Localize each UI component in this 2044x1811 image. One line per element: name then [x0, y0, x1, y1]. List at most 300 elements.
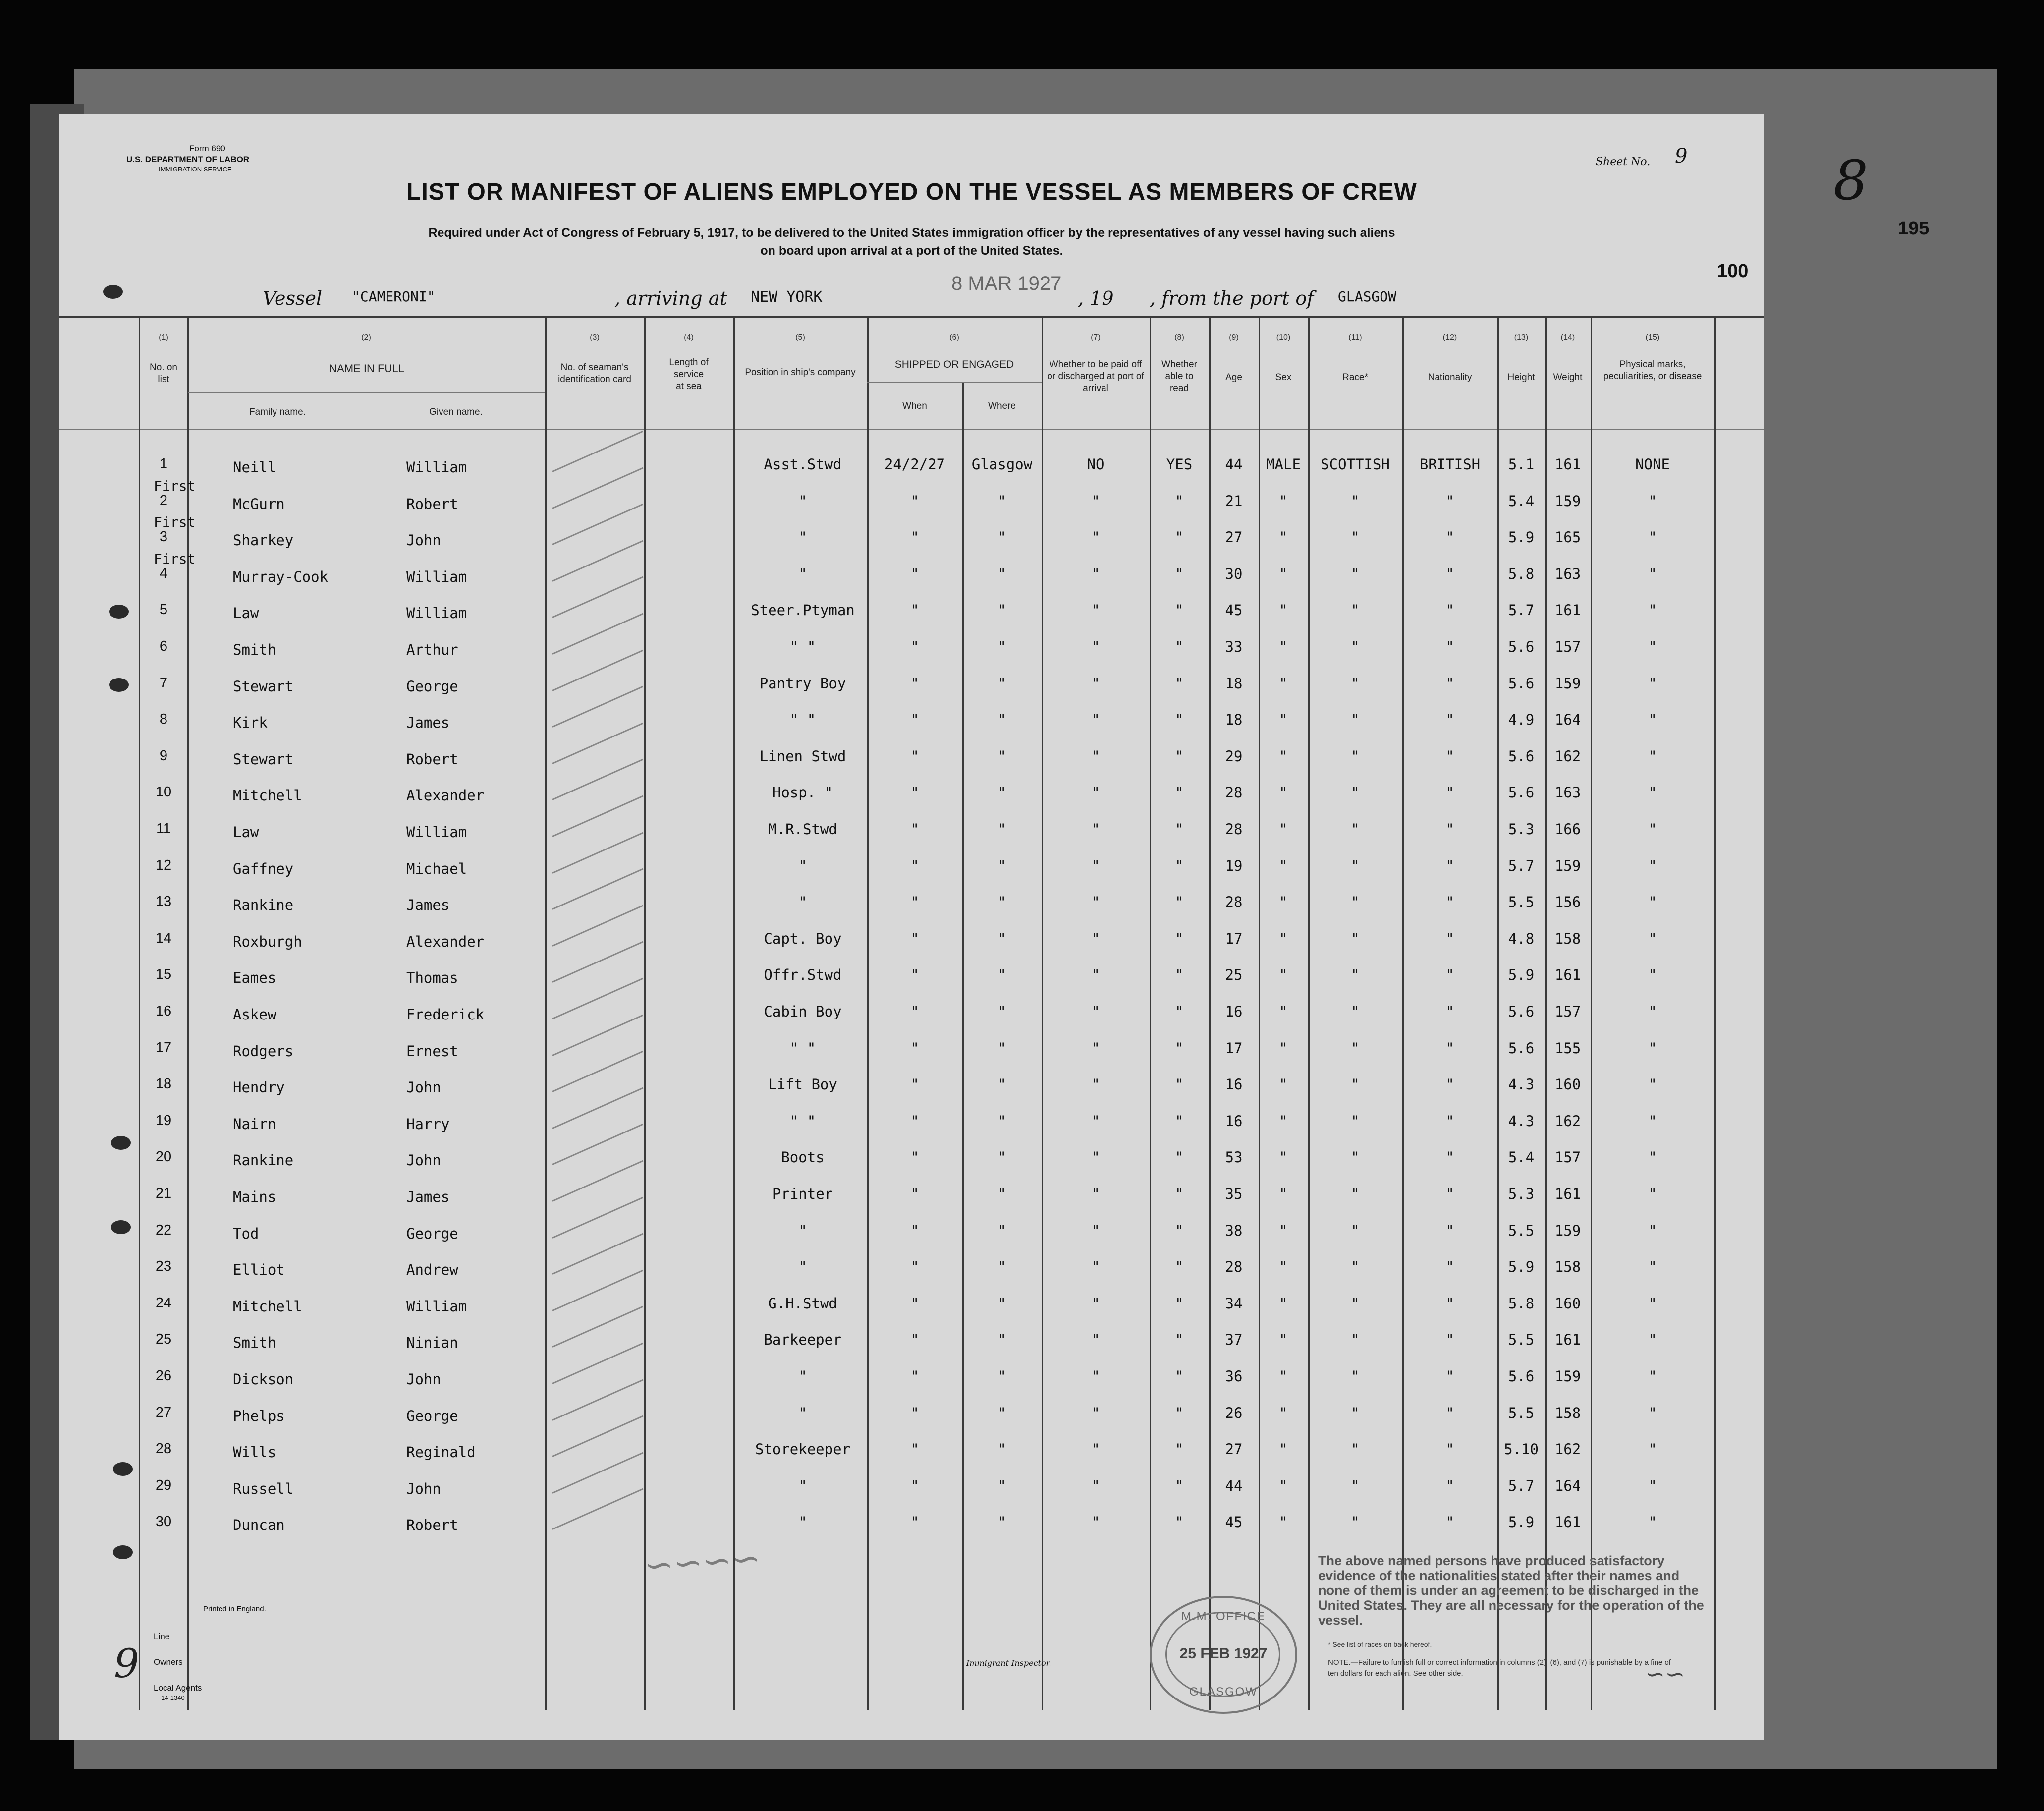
cell-paid-off: " [1091, 1295, 1100, 1312]
year-label: , 19 [1078, 287, 1114, 309]
id-check-mark [552, 467, 643, 509]
cell-weight: 157 [1554, 1003, 1581, 1020]
punch-hole [109, 605, 129, 619]
cell-position: Linen Stwd [759, 747, 846, 765]
col-number: (10) [1276, 333, 1291, 341]
form-title: LIST OR MANIFEST OF ALIENS EMPLOYED ON THE VESSEL AS MEMBERS OF CREW [406, 179, 1417, 205]
id-check-mark [552, 431, 643, 472]
cell-position: Printer [772, 1186, 833, 1202]
id-check-mark [552, 1087, 643, 1129]
cell-no: 21 [155, 1186, 172, 1201]
cell-when: " [910, 747, 919, 765]
cell-age: 17 [1225, 1039, 1243, 1057]
cell-family-name: Mitchell [233, 1298, 302, 1315]
cell-physical-marks: " [1648, 966, 1657, 984]
cell-weight: 158 [1554, 1404, 1581, 1421]
cell-given-name: Thomas [406, 969, 458, 987]
cell-height: 5.5 [1508, 894, 1535, 911]
cell-sex: " [1279, 747, 1288, 765]
cell-able-read: " [1175, 747, 1184, 765]
race-footnote: * See list of races on back hereof. [1328, 1641, 1432, 1648]
cell-paid-off: " [1091, 1076, 1100, 1093]
cell-age: 21 [1225, 492, 1243, 509]
cell-nationality: " [1445, 675, 1454, 692]
id-check-mark [552, 1196, 643, 1238]
cell-nationality: " [1445, 784, 1454, 801]
cell-age: 28 [1225, 784, 1243, 801]
cell-age: 34 [1225, 1295, 1243, 1312]
cell-given-name: Harry [406, 1115, 450, 1132]
cell-paid-off: " [1091, 1039, 1100, 1057]
header-paid-off: Whether to be paid off or discharged at port of arrival [1047, 359, 1144, 394]
cell-sex: " [1279, 1003, 1288, 1020]
cell-weight: 161 [1554, 966, 1581, 984]
cell-height: 5.10 [1504, 1441, 1539, 1458]
cell-no: 1 [159, 456, 168, 472]
cell-position: " [798, 1514, 807, 1531]
cell-age: 45 [1225, 1514, 1243, 1531]
cell-sex: " [1279, 1149, 1288, 1166]
cell-age: 36 [1225, 1368, 1243, 1385]
cell-family-name: Rankine [233, 897, 294, 914]
cell-physical-marks: " [1648, 565, 1657, 582]
header-when: When [902, 401, 927, 411]
office-stamp [1150, 1596, 1297, 1714]
cell-weight: 161 [1554, 1186, 1581, 1202]
punch-hole [109, 678, 129, 692]
cell-able-read: " [1175, 492, 1184, 509]
cell-position: " " [789, 1112, 816, 1130]
stamp-bottom-text: GLASGOW [1189, 1685, 1258, 1698]
cell-where: " [997, 821, 1006, 838]
cell-no: 19 [155, 1112, 172, 1129]
col-number: (11) [1348, 333, 1362, 341]
cell-race: " [1351, 1149, 1360, 1166]
cell-age: 35 [1225, 1186, 1243, 1202]
cell-height: 5.6 [1508, 675, 1535, 692]
department-label: U.S. DEPARTMENT OF LABOR [126, 155, 250, 164]
cell-nationality: " [1445, 1404, 1454, 1421]
cell-height: 5.8 [1508, 565, 1535, 582]
cell-height: 5.7 [1508, 1477, 1535, 1494]
cell-able-read: " [1175, 1404, 1184, 1421]
id-check-mark [552, 1270, 643, 1311]
cell-age: 18 [1225, 675, 1243, 692]
certification-text: The above named persons have produced satisfactory evidence of the nationalities stated after their names and none of them is under an agreement to be discharged in the United States. They are all necessary for the operation of the vessel. [1318, 1553, 1704, 1628]
cell-nationality: " [1445, 711, 1454, 729]
cell-family-name: Murray-Cook [233, 568, 329, 585]
cell-family-name: Stewart [233, 678, 294, 695]
date-stamp: 8 MAR 1927 [951, 273, 1062, 294]
cell-no: 26 [155, 1368, 172, 1384]
cell-paid-off: " [1091, 857, 1100, 874]
cell-race: " [1351, 966, 1360, 984]
cell-race: " [1351, 1404, 1360, 1421]
cell-sex: " [1279, 711, 1288, 729]
cell-position: Pantry Boy [759, 675, 846, 692]
cell-able-read: " [1175, 1295, 1184, 1312]
cell-race: " [1351, 1076, 1360, 1093]
cell-race: " [1351, 1039, 1360, 1057]
cell-physical-marks: " [1648, 1295, 1657, 1312]
cell-race: " [1351, 1112, 1360, 1130]
cell-weight: 156 [1554, 894, 1581, 911]
cell-race: " [1351, 1514, 1360, 1531]
cell-weight: 161 [1554, 602, 1581, 619]
cell-able-read: " [1175, 857, 1184, 874]
cell-physical-marks: " [1648, 1441, 1657, 1458]
cell-able-read: " [1175, 1149, 1184, 1166]
cell-given-name: James [406, 897, 450, 914]
cell-weight: 164 [1554, 1477, 1581, 1494]
cell-where: " [997, 1149, 1006, 1166]
header-length-service: Length of service at sea [669, 357, 709, 392]
cell-paid-off: " [1091, 821, 1100, 838]
cell-physical-marks: " [1648, 711, 1657, 729]
cell-physical-marks: NONE [1635, 456, 1670, 473]
service-label: IMMIGRATION SERVICE [159, 166, 232, 173]
cell-sex: " [1279, 1441, 1288, 1458]
col-number: (3) [590, 333, 600, 341]
cell-sex: MALE [1266, 456, 1301, 473]
cell-able-read: " [1175, 1258, 1184, 1276]
id-check-mark [552, 1233, 643, 1275]
id-check-mark [552, 649, 643, 691]
sheet-number: 9 [1675, 145, 1688, 168]
cell-nationality: " [1445, 1186, 1454, 1202]
cell-weight: 157 [1554, 638, 1581, 655]
owners-label: Owners [154, 1657, 183, 1667]
cell-family-name: Askew [233, 1006, 276, 1023]
cell-when: " [910, 1368, 919, 1385]
cell-position: " [798, 1404, 807, 1421]
cell-nationality: " [1445, 966, 1454, 984]
header-given-name: Given name. [429, 407, 483, 417]
punch-hole [111, 1136, 131, 1150]
col-number: (1) [159, 333, 168, 341]
cell-no: 16 [155, 1003, 172, 1019]
cell-height: 4.9 [1508, 711, 1535, 729]
cell-family-name: Nairn [233, 1115, 276, 1132]
cell-race: " [1351, 529, 1360, 546]
cell-physical-marks: " [1648, 1076, 1657, 1093]
col-divider [733, 317, 735, 1710]
col-number: (5) [795, 333, 805, 341]
cell-sex: " [1279, 602, 1288, 619]
cell-family-name: McGurn [233, 495, 285, 512]
cell-physical-marks: " [1648, 602, 1657, 619]
cell-physical-marks: " [1648, 857, 1657, 874]
cell-where: " [997, 602, 1006, 619]
cell-able-read: " [1175, 711, 1184, 729]
id-check-mark [552, 723, 643, 764]
cell-where: " [997, 894, 1006, 911]
cell-race: " [1351, 1258, 1360, 1276]
cell-paid-off: " [1091, 1477, 1100, 1494]
cell-family-name: Law [233, 824, 259, 841]
header-weight: Weight [1553, 372, 1583, 383]
fine-note: NOTE.—Failure to furnish full or correct information in columns (2), (6), and (7) is punishable by a fine of ten dollars for each alien. See other side. [1328, 1658, 1671, 1678]
cell-race: " [1351, 492, 1360, 509]
cell-family-name: Wills [233, 1444, 276, 1461]
cell-weight: 159 [1554, 1222, 1581, 1239]
cell-sex: " [1279, 894, 1288, 911]
cell-paid-off: " [1091, 1149, 1100, 1166]
cell-family-name: Smith [233, 1334, 276, 1352]
cell-sex: " [1279, 565, 1288, 582]
cell-no: 23 [155, 1258, 172, 1275]
cell-family-name: Tod [233, 1225, 259, 1242]
cell-age: 38 [1225, 1222, 1243, 1239]
cell-nationality: " [1445, 492, 1454, 509]
id-check-mark [552, 1452, 643, 1494]
cell-family-name: Smith [233, 641, 276, 658]
cell-when: " [910, 1186, 919, 1202]
cell-sex: " [1279, 638, 1288, 655]
agents-label: Local Agents [154, 1683, 202, 1693]
cell-given-name: Michael [406, 860, 467, 877]
header-race: Race* [1342, 372, 1368, 383]
cell-physical-marks: " [1648, 1149, 1657, 1166]
name-subheader-rule [188, 392, 545, 393]
cell-sex: " [1279, 1331, 1288, 1349]
cell-given-name: John [406, 532, 441, 549]
cell-height: 5.6 [1508, 1039, 1535, 1057]
cell-no: 10 [155, 784, 172, 800]
cell-race: " [1351, 784, 1360, 801]
id-check-mark [552, 540, 643, 582]
header-family-name: Family name. [249, 407, 306, 417]
cell-weight: 159 [1554, 857, 1581, 874]
cell-no: 13 [155, 894, 172, 910]
cell-given-name: James [406, 714, 450, 732]
cell-given-name: William [406, 824, 467, 841]
cell-age: 27 [1225, 1441, 1243, 1458]
cell-paid-off: " [1091, 784, 1100, 801]
cell-height: 5.9 [1508, 1258, 1535, 1276]
cell-position: Hosp. " [772, 784, 833, 801]
cell-no: 30 [155, 1514, 172, 1530]
cell-sex: " [1279, 1368, 1288, 1385]
cell-race: " [1351, 602, 1360, 619]
cell-family-name: Law [233, 605, 259, 622]
header-shipped: SHIPPED OR ENGAGED [894, 359, 1014, 370]
cell-race: " [1351, 638, 1360, 655]
cell-family-name: Mains [233, 1188, 276, 1205]
cell-where: Glasgow [971, 456, 1033, 473]
id-check-mark [552, 832, 643, 873]
cell-family-name: Phelps [233, 1407, 285, 1424]
cell-where: " [997, 857, 1006, 874]
cell-weight: 160 [1554, 1295, 1581, 1312]
cell-height: 5.7 [1508, 602, 1535, 619]
cell-position: Cabin Boy [764, 1003, 842, 1020]
cell-when: " [910, 857, 919, 874]
cell-height: 5.5 [1508, 1331, 1535, 1349]
cell-position: " [798, 529, 807, 546]
cell-height: 4.3 [1508, 1076, 1535, 1093]
cell-when: 24/2/27 [884, 456, 945, 473]
cell-where: " [997, 1295, 1006, 1312]
cell-given-name: Robert [406, 495, 458, 512]
id-check-mark [552, 686, 643, 728]
cell-no: 24 [155, 1295, 172, 1311]
cell-weight: 165 [1554, 529, 1581, 546]
cell-position: Storekeeper [755, 1441, 851, 1458]
cell-given-name: Robert [406, 750, 458, 768]
cell-when: " [910, 675, 919, 692]
cell-physical-marks: " [1648, 1186, 1657, 1202]
cell-when: " [910, 821, 919, 838]
cell-able-read: " [1175, 1186, 1184, 1202]
cell-paid-off: " [1091, 1258, 1100, 1276]
form-subtitle-1: Required under Act of Congress of February 5, 1917, to be delivered to the United States immigration officer by the representatives of any vessel having such aliens [428, 226, 1395, 240]
id-check-mark [552, 1488, 643, 1530]
cell-given-name: Andrew [406, 1261, 458, 1279]
cell-paid-off: " [1091, 1112, 1100, 1130]
cell-where: " [997, 930, 1006, 947]
cell-given-name: Arthur [406, 641, 458, 658]
cell-weight: 158 [1554, 930, 1581, 947]
bottom-left-mark: 9 [114, 1641, 139, 1687]
cell-sex: " [1279, 675, 1288, 692]
cell-no: 6 [159, 638, 168, 654]
id-check-mark [552, 905, 643, 947]
cell-able-read: " [1175, 1112, 1184, 1130]
sheet-label: Sheet No. [1596, 156, 1651, 168]
cell-height: 4.3 [1508, 1112, 1535, 1130]
cell-nationality: " [1445, 602, 1454, 619]
cell-race: " [1351, 565, 1360, 582]
cell-when: " [910, 602, 919, 619]
cell-nationality: " [1445, 894, 1454, 911]
cell-nationality: " [1445, 747, 1454, 765]
col-number: (13) [1514, 333, 1529, 341]
cell-height: 5.7 [1508, 857, 1535, 874]
cell-race: " [1351, 675, 1360, 692]
cell-age: 30 [1225, 565, 1243, 582]
cell-where: " [997, 1404, 1006, 1421]
cell-position: " [798, 1368, 807, 1385]
cell-given-name: John [406, 1152, 441, 1169]
cell-when: " [910, 930, 919, 947]
cell-no: 4 [159, 565, 168, 581]
cell-given-name: James [406, 1188, 450, 1205]
cell-sex: " [1279, 1404, 1288, 1421]
cell-no: 20 [155, 1149, 172, 1165]
cell-able-read: " [1175, 784, 1184, 801]
cell-nationality: " [1445, 529, 1454, 546]
cell-when: " [910, 894, 919, 911]
cell-nationality: " [1445, 1003, 1454, 1020]
cell-paid-off: " [1091, 675, 1100, 692]
cell-when: " [910, 1477, 919, 1494]
cell-height: 5.9 [1508, 966, 1535, 984]
cell-height: 5.5 [1508, 1222, 1535, 1239]
col-number: (12) [1442, 333, 1457, 341]
from-port: GLASGOW [1338, 288, 1397, 305]
cell-weight: 159 [1554, 492, 1581, 509]
cell-paid-off: " [1091, 930, 1100, 947]
cell-when: " [910, 711, 919, 729]
cell-when: " [910, 1112, 919, 1130]
cell-able-read: " [1175, 930, 1184, 947]
cell-physical-marks: " [1648, 638, 1657, 655]
col-number: (8) [1174, 333, 1184, 341]
col-number: (4) [684, 333, 694, 341]
cell-race: " [1351, 1003, 1360, 1020]
cell-position: Lift Boy [768, 1076, 837, 1093]
cell-age: 26 [1225, 1404, 1243, 1421]
cell-physical-marks: " [1648, 894, 1657, 911]
cell-physical-marks: " [1648, 492, 1657, 509]
cell-no: 2 [159, 492, 168, 509]
cell-family-name: Elliot [233, 1261, 285, 1279]
cell-when: " [910, 784, 919, 801]
cell-able-read: " [1175, 894, 1184, 911]
cell-sex: " [1279, 1514, 1288, 1531]
id-check-mark [552, 978, 643, 1019]
cell-nationality: " [1445, 1112, 1454, 1130]
cell-able-read: " [1175, 821, 1184, 838]
cell-where: " [997, 1112, 1006, 1130]
cell-able-read: " [1175, 1441, 1184, 1458]
cell-nationality: " [1445, 1039, 1454, 1057]
stamp-date: 25 FEB 1927 [1179, 1645, 1268, 1662]
cell-no: 12 [155, 857, 172, 873]
cell-age: 29 [1225, 747, 1243, 765]
cell-class-note: First [154, 550, 196, 567]
cell-no: 11 [156, 821, 171, 837]
cell-no: 9 [159, 747, 168, 764]
table-top-rule [59, 316, 1764, 318]
arriving-port: NEW YORK [751, 288, 823, 306]
cell-paid-off: " [1091, 529, 1100, 546]
agents-code: 14-1340 [161, 1694, 185, 1701]
inspector-label: Immigrant Inspector. [966, 1658, 1051, 1668]
cell-where: " [997, 638, 1006, 655]
punch-hole [103, 285, 123, 299]
cell-class-note: First [154, 477, 196, 494]
id-check-mark [552, 576, 643, 618]
col-divider [545, 317, 547, 1710]
cell-given-name: William [406, 568, 467, 585]
cell-no: 5 [159, 602, 168, 618]
cell-when: " [910, 1258, 919, 1276]
cell-given-name: George [406, 678, 458, 695]
cell-sex: " [1279, 1186, 1288, 1202]
cell-where: " [997, 529, 1006, 546]
folio-number: 195 [1898, 218, 1930, 239]
cell-no: 17 [155, 1039, 172, 1056]
cell-when: " [910, 529, 919, 546]
cell-weight: 155 [1554, 1039, 1581, 1057]
cell-paid-off: " [1091, 1441, 1100, 1458]
cell-position: " [798, 1477, 807, 1494]
cell-where: " [997, 1076, 1006, 1093]
manifest-page [59, 114, 1764, 1740]
cell-paid-off: " [1091, 565, 1100, 582]
cell-age: 16 [1225, 1003, 1243, 1020]
cell-family-name: Rankine [233, 1152, 294, 1169]
form-number: Form 690 [189, 144, 225, 153]
id-check-mark [552, 1306, 643, 1348]
cell-nationality: " [1445, 1477, 1454, 1494]
cell-nationality: " [1445, 1295, 1454, 1312]
cell-when: " [910, 1514, 919, 1531]
cell-class-note: First [154, 514, 196, 531]
cell-family-name: Eames [233, 969, 276, 987]
